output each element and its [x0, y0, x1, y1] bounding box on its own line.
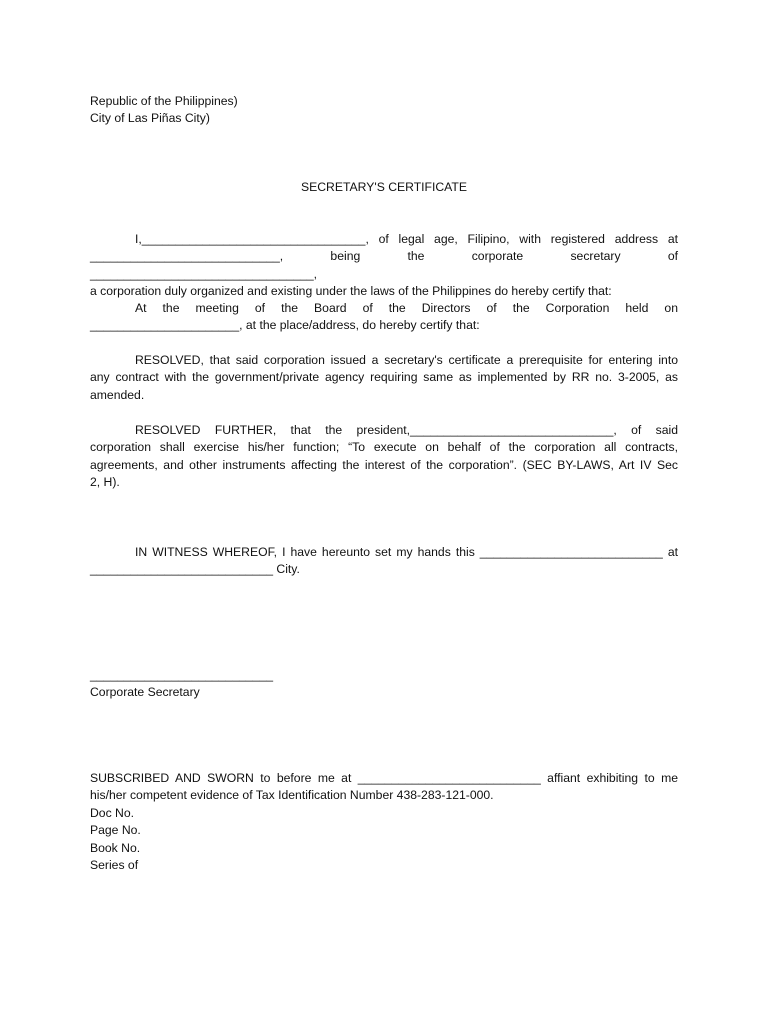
doc-no-label: Doc No. — [90, 805, 135, 820]
signature-line: ___________________________ — [90, 668, 274, 682]
certification-line-3: a corporation duly organized and existing under the laws of the Philippines do hereby certify that: — [90, 284, 612, 299]
resolution-line-2: any contract with the government/private agency requiring same as implemented by RR no. 3-2005, as — [90, 370, 678, 385]
certification-paragraph — [90, 231, 678, 301]
jurat-block — [90, 770, 678, 874]
further-resolution-line-1: RESOLVED FURTHER, that the president,______________________________, of said — [135, 423, 678, 437]
document-title: SECRETARY'S CERTIFICATE — [301, 180, 467, 194]
certification-line-2: ____________________________, being the corporate secretary of _________________________________, — [90, 249, 678, 281]
further-resolution-line-4: 2, H). — [90, 475, 120, 490]
meeting-paragraph — [90, 300, 678, 335]
jurat-line-2: his/her competent evidence of Tax Identification Number 438-283-121-000. — [90, 788, 494, 803]
further-resolution-line-2: corporation shall exercise his/her function; “To execute on behalf of the corporation all contracts, — [90, 440, 678, 455]
witness-line-1: IN WITNESS WHEREOF, I have hereunto set my hands this ___________________________ at — [135, 545, 678, 559]
witness-line-2: ___________________________ City. — [90, 562, 300, 577]
meeting-line-2: ______________________, at the place/address, do hereby certify that: — [90, 318, 480, 333]
witness-paragraph — [90, 544, 678, 579]
meeting-line-1: At the meeting of the Board of the Directors of the Corporation held on — [135, 301, 678, 315]
venue-header — [90, 93, 678, 128]
resolution-line-1: RESOLVED, that said corporation issued a secretary's certificate a prerequisite for entering into — [135, 353, 678, 367]
resolution-line-3: amended. — [90, 387, 145, 402]
certification-line-1: I,_________________________________, of legal age, Filipino, with registered address at — [135, 232, 678, 246]
page-no-label: Page No. — [90, 823, 141, 838]
signature-label: Corporate Secretary — [90, 685, 200, 700]
signature-block — [90, 667, 678, 702]
book-no-label: Book No. — [90, 840, 141, 855]
further-resolution-paragraph — [90, 422, 678, 492]
venue-city: City of Las Piñas City) — [90, 111, 210, 126]
venue-republic: Republic of the Philippines) — [90, 94, 238, 108]
further-resolution-line-3: agreements, and other instruments affecting the interest of the corporation”. (SEC BY-LAWS, Art IV Sec — [90, 457, 678, 472]
series-of-label: Series of — [90, 858, 139, 873]
jurat-line-1: SUBSCRIBED AND SWORN to before me at ___________________________ affiant exhibiting to me — [90, 771, 678, 785]
resolution-paragraph — [90, 352, 678, 404]
